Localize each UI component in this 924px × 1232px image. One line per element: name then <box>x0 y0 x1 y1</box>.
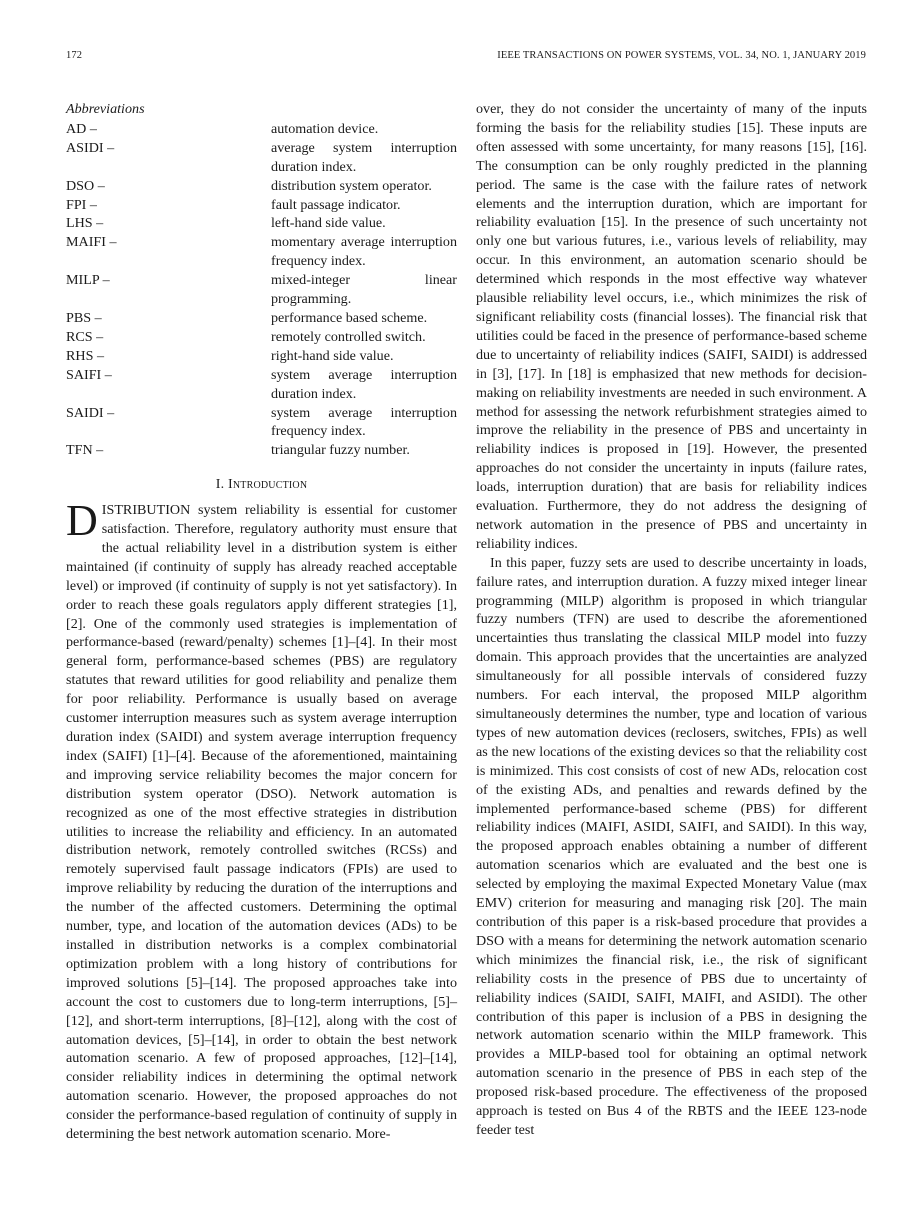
abbreviation-item <box>66 120 457 139</box>
abbreviation-definition: remotely controlled switch. <box>271 328 426 345</box>
abbreviation-definition: performance based scheme. <box>271 309 428 326</box>
abbreviation-term: FPI – <box>66 196 97 213</box>
abbreviation-item <box>66 366 457 404</box>
body-paragraph: In this paper, fuzzy sets are used to describe uncertainty in loads, failure rates, and interruption duration. A fuzzy mixed integer linear programming (MILP) algorithm is proposed in which triangular fuzzy numbers (TFN) are used to describe the aforementioned uncertainties thus translating the classical MILP model into fuzzy domain. This approach provides that the uncertainties are analyzed simultaneously for all possible intervals of considered fuzzy numbers. For each interval, the proposed MILP algorithm simultaneously determines the number, type and location of various types of new automation devices (reclosers, switches, FPIs) as well as the new locations of the existing devices so that the reliability cost is minimized. This cost consists of cost of new ADs, relocation cost of the existing ADs, and penalties and rewards defined by the implemented performance-based scheme (PBS) for different reliability indices (MAIFI, ASIDI, SAIFI, and SAIDI). In this way, the proposed approach enables obtaining a number of different automation scenarios which are evaluated and the best one is selected by employing the maximal Expected Monetary Value (max EMV) criterion for measuring and managing risk [20]. The main contribution of this paper is a risk-based procedure that provides a DSO with a means for determining the network automation scenario which minimizes the financial risk, i.e., the risk of significant reliability costs in the presence of PBS due to uncertainty of reliability indices (SAIDI, SAIFI, MAIFI, and ASIDI). The other contribution of this paper is inclusion of a PBS in designing the network automation scenario within the MILP framework. This provides a MILP-based tool for obtaining an optimal network automation scenario in the presence of PBS in each step of the proposed risk-based procedure. The effectiveness of the proposed approach is tested on Bus 4 of the RBTS and the IEEE 123-node feeder test <box>476 554 867 1138</box>
abbreviation-term: DSO – <box>66 177 105 194</box>
abbreviation-definition: average system interruption duration index. <box>271 139 457 175</box>
abbreviation-term: RHS – <box>66 347 104 364</box>
section-number: I. <box>215 477 225 493</box>
abbreviation-item <box>66 139 457 177</box>
abbreviation-item <box>66 404 457 442</box>
abbreviation-definition: system average interruption duration index. <box>271 366 457 402</box>
abbreviation-term: TFN – <box>66 442 104 459</box>
paragraph-text: ISTRIBUTION system reliability is essential for customer satisfaction. Therefore, regulatory authority must ensure that the actual reliability level in a distribution system is either maintained (if continuity of supply has already reached acceptable level) or improved (if continuity of supply is not yet satisfactory). In order to reach these goals regulators apply different strategies [1], [2]. One of the commonly used strategies is implementation of performance-based (reward/penalty) schemes [1]–[4]. In their most general form, performance-based schemes (PBS) are regulatory statutes that reward utilities for good reliability and penalize them for poor reliability. Performance is usually based on average customer interruption measures such as system average interruption duration index (SAIDI) and system average interruption frequency index (SAIFI) [1]–[4]. Because of the aforementioned, maintaining and improving service reliability becomes the major concern for distribution system operator (DSO). Network automation is recognized as one of the most effective strategies in distribution utilities to increase the reliability and efficiency. In an automated distribution network, remotely controlled switches (RCSs) and remotely supervised fault passage indicators (FPIs) are used to improve reliability by reducing the duration of the interruptions and the number of the affected customers. Determining the optimal number, type, and location of the automation devices (ADs) to be installed in distribution networks is a complex combinatorial optimization problem with a long history of contributions for improved solutions [5]–[14]. The proposed approaches take into account the cost to customers due to long-term interruptions, [5]–[12], and short-term interruptions, [8]–[12], along with the cost of automation devices, [5]–[14], in order to obtain the best network automation scenario. A few of proposed approaches, [12]–[14], consider reliability indices in determining the optimal network automation scenario. However, the proposed approaches do not consider the performance-based regulation of continuity of supply in determining the best network automation scenario. More- <box>66 502 457 1143</box>
body-paragraph <box>66 496 457 1144</box>
abbreviation-item <box>66 177 457 196</box>
abbreviation-item <box>66 309 457 328</box>
abbreviation-term: LHS – <box>66 215 104 232</box>
abbreviation-item <box>66 271 457 309</box>
right-column <box>476 100 867 1140</box>
abbreviation-term: SAIFI – <box>66 366 112 383</box>
abbreviations-heading: Abbreviations <box>66 101 145 117</box>
abbreviation-term: ASIDI – <box>66 139 115 156</box>
drop-cap: D <box>66 496 98 546</box>
abbreviation-item <box>66 214 457 233</box>
abbreviation-term: PBS – <box>66 309 102 326</box>
abbreviation-term: SAIDI – <box>66 404 115 421</box>
abbreviation-term: MAIFI – <box>66 234 117 251</box>
abbreviation-definition: system average interruption frequency index. <box>271 404 457 440</box>
section-heading <box>66 476 457 495</box>
abbreviation-item <box>66 347 457 366</box>
running-header <box>66 50 866 66</box>
abbreviation-definition: automation device. <box>271 120 379 137</box>
abbreviation-item <box>66 441 457 460</box>
abbreviation-definition: left-hand side value. <box>271 215 386 232</box>
abbreviation-item <box>66 196 457 215</box>
section-title: Introduction <box>227 477 308 493</box>
body-paragraph-continued: over, they do not consider the uncertainty of many of the inputs forming the basis for the reliability studies [15]. These inputs are often assessed with some uncertainty, for many reasons [15], [16]. The consumption can be only roughly predicted in the planning period. The same is the case with the failure rates of network elements and the interruption duration, which are important for reliability evaluation [15]. In the presence of such uncertainty not only one but various futures, i.e., various levels of reliability, may occur. In this environment, an automation scenario should be determined which responds in the most effective way whatever plausible reliability level occurs, i.e., which minimizes the risk of significant reliability costs (financial losses). The financial risk that utilities could be faced in the presence of performance-based scheme due to uncertainty of reliability indices (SAIFI, SAIDI) is addressed in [3], [17]. In [18] is emphasized that new methods for decision-making on reliability investments are needed in such environment. A method for assessing the network refurbishment strategies aimed to improve the reliability in the presence of PBS and uncertainty in reliability indices is proposed in [19]. However, the presented approaches do not consider the uncertainty in inputs (failure rates, loads, interruption duration) that are basis for reliability indices evaluation. Furthermore, they do not address the designing of network automation in the presence of PBS and uncertainty in reliability indices. <box>476 101 867 552</box>
abbreviation-term: MILP – <box>66 272 110 289</box>
abbreviation-definition: right-hand side value. <box>271 347 394 364</box>
abbreviation-definition: fault passage indicator. <box>271 196 401 213</box>
abbreviation-term: AD – <box>66 120 97 137</box>
abbreviation-term: RCS – <box>66 328 104 345</box>
left-column <box>66 100 457 1144</box>
journal-citation: IEEE TRANSACTIONS ON POWER SYSTEMS, VOL. 34, NO. 1, JANUARY 2019 <box>497 50 866 61</box>
abbreviations-list <box>66 120 457 460</box>
abbreviation-definition: distribution system operator. <box>271 177 432 194</box>
abbreviation-definition: momentary average interruption frequency index. <box>271 234 457 270</box>
page-number: 172 <box>66 50 83 61</box>
abbreviation-definition: triangular fuzzy number. <box>271 442 410 459</box>
abbreviation-item <box>66 233 457 271</box>
abbreviation-item <box>66 328 457 347</box>
abbreviation-definition: mixed-integer linear programming. <box>271 272 457 308</box>
